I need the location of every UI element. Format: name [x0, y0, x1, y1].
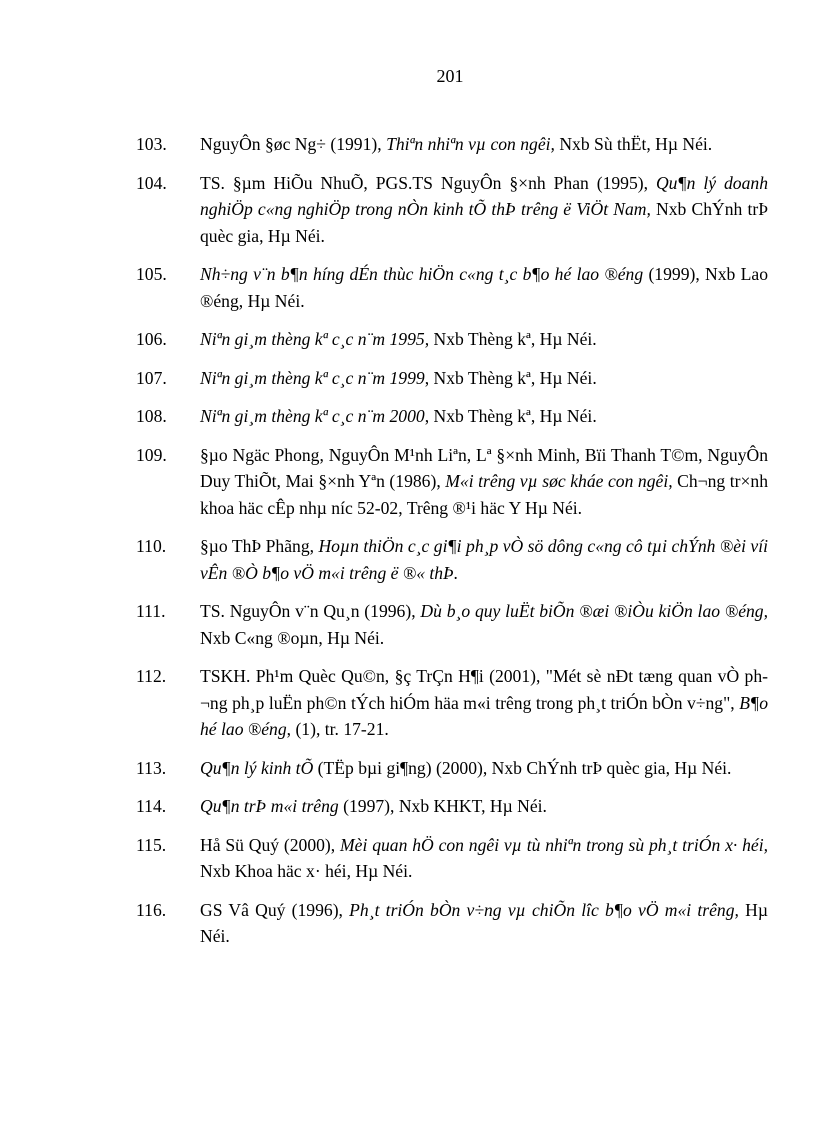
reference-segment: , Nxb Thèng kª, Hµ Néi. [424, 406, 597, 426]
reference-text [200, 663, 768, 743]
reference-text [200, 793, 768, 820]
reference-text [200, 832, 768, 885]
reference-text [200, 365, 768, 392]
reference-number: 111. [136, 601, 166, 621]
reference-item [136, 403, 768, 430]
reference-number: 113. [136, 757, 167, 778]
reference-segment: , (1), tr. 17-21. [286, 719, 389, 739]
reference-text [200, 170, 768, 250]
reference-segment: NguyÔn §øc Ng÷ (1991), [200, 134, 387, 154]
reference-segment: (1997), Nxb KHKT, Hµ Néi. [338, 796, 547, 816]
reference-segment: §µo ThÞ Phãng, [200, 536, 319, 556]
reference-title: Hoµn thiÖn c¸c gi¶i ph¸p vÒ sö dông c«ng cô tµi chÝnh ®èi víi vÊn ®Ò b¶o vÖ m«i trêng ë ®« thÞ. [200, 536, 768, 583]
reference-number: 112. [136, 666, 167, 686]
reference-item [136, 365, 768, 392]
reference-title: Thiªn nhiªn vµ con ngêi, [386, 134, 555, 154]
reference-title: Niªn gi¸m thèng kª c¸c n¨m 2000 [200, 406, 425, 426]
reference-text [200, 598, 768, 651]
reference-item [136, 793, 768, 820]
reference-item [136, 442, 768, 522]
reference-title: Mèi quan hÖ con ngêi vµ tù nhiªn trong sù ph¸t triÓn x· héi, [340, 834, 768, 855]
reference-text [200, 261, 768, 314]
reference-text [200, 897, 768, 950]
reference-segment: , Nxb Thèng kª, Hµ Néi. [424, 367, 597, 388]
reference-item [136, 170, 768, 250]
reference-item [136, 533, 768, 586]
reference-title: Ph¸t triÓn bÒn v÷ng vµ chiÕn lîc b¶o vÖ m«i trêng, [349, 899, 739, 920]
page-number: 201 [436, 66, 464, 86]
reference-number: 104. [136, 172, 167, 193]
reference-number: 115. [136, 834, 167, 855]
reference-title: Qu¶n lý doanh nghiÖp c«ng nghiÖp trong nÒn kinh tÕ thÞ trêng ë ViÖt Nam, [200, 172, 768, 219]
reference-title: Dù b¸o quy luËt biÕn ®æi ®iÒu kiÖn lao ®éng, [420, 601, 768, 621]
reference-item [136, 832, 768, 885]
reference-text [200, 755, 768, 782]
reference-segment: Nxb Khoa häc x· héi, Hµ Néi. [200, 861, 413, 881]
reference-segment: Nxb ChÝnh trÞ quèc gia, Hµ Néi. [200, 199, 768, 246]
reference-text [200, 403, 768, 430]
reference-title: M«i trêng vµ søc kháe con ngêi, [445, 471, 673, 491]
reference-number: 116. [136, 899, 167, 920]
reference-segment: TS. NguyÔn v¨n Qu¸n (1996), [200, 601, 421, 621]
reference-title: B¶o hé lao ®éng [200, 692, 768, 739]
reference-segment: GS Vâ Quý (1996), [200, 899, 350, 920]
reference-segment: §µo Ngäc Phong, NguyÔn M¹nh Liªn, Lª §×nh Minh, Bïi Thanh T©m, NguyÔn Duy ThiÕt, Mai §×nh Yªn (1986), [200, 444, 768, 491]
reference-title: Qu¶n trÞ m«i trêng [200, 796, 339, 816]
reference-segment: TSKH. Ph¹m Quèc Qu©n, §ç TrÇn H¶i (2001), "Mét sè nÐt tæng quan vÒ ph¬ng ph¸p luËn ph©n tÝch hiÓm häa m«i trêng trong ph¸t triÓn bÒn v÷ng", [200, 666, 768, 713]
reference-segment: Nxb C«ng ®oµn, Hµ Néi. [200, 627, 385, 648]
reference-number: 107. [136, 367, 167, 388]
reference-number: 106. [136, 329, 167, 349]
reference-text [200, 533, 768, 586]
reference-text [200, 131, 768, 158]
reference-item [136, 598, 768, 651]
reference-number: 110. [136, 536, 167, 556]
reference-title: Niªn gi¸m thèng kª c¸c n¨m 1999 [200, 367, 425, 388]
reference-segment: TS. §µm HiÕu NhuÕ, PGS.TS NguyÔn §×nh Phan (1995), [200, 172, 656, 193]
reference-number: 109. [136, 444, 167, 465]
reference-segment: Nxb Thèng kª, Hµ Néi. [429, 329, 597, 349]
reference-item [136, 131, 768, 158]
reference-segment: Nxb Sù thËt, Hµ Néi. [554, 134, 713, 154]
reference-segment: Hµ Néi. [200, 899, 768, 946]
reference-segment: (TËp bµi gi¶ng) (2000), Nxb ChÝnh trÞ quèc gia, Hµ Néi. [313, 757, 732, 778]
reference-item [136, 897, 768, 950]
reference-list [136, 131, 768, 962]
reference-item [136, 755, 768, 782]
reference-text [200, 326, 768, 353]
reference-segment: (1999), Nxb Lao ®éng, Hµ Néi. [200, 264, 768, 311]
reference-number: 108. [136, 406, 167, 426]
reference-item [136, 261, 768, 314]
reference-number: 103. [136, 134, 167, 154]
reference-number: 114. [136, 796, 167, 816]
reference-title: Qu¶n lý kinh tÕ [200, 757, 314, 778]
reference-segment: Ch¬ng tr×nh khoa häc cÊp nhµ níc 52-02, Trêng ®¹i häc Y Hµ Néi. [200, 471, 768, 518]
reference-item [136, 663, 768, 743]
reference-title: Niªn gi¸m thèng kª c¸c n¨m 1995, [200, 329, 430, 349]
reference-segment: Hå Sü Quý (2000), [200, 834, 341, 855]
reference-item [136, 326, 768, 353]
reference-title: Nh÷ng v¨n b¶n híng dÉn thùc hiÖn c«ng t¸c b¶o hé lao ®éng [200, 264, 644, 284]
reference-text [200, 442, 768, 522]
reference-number: 105. [136, 264, 167, 284]
